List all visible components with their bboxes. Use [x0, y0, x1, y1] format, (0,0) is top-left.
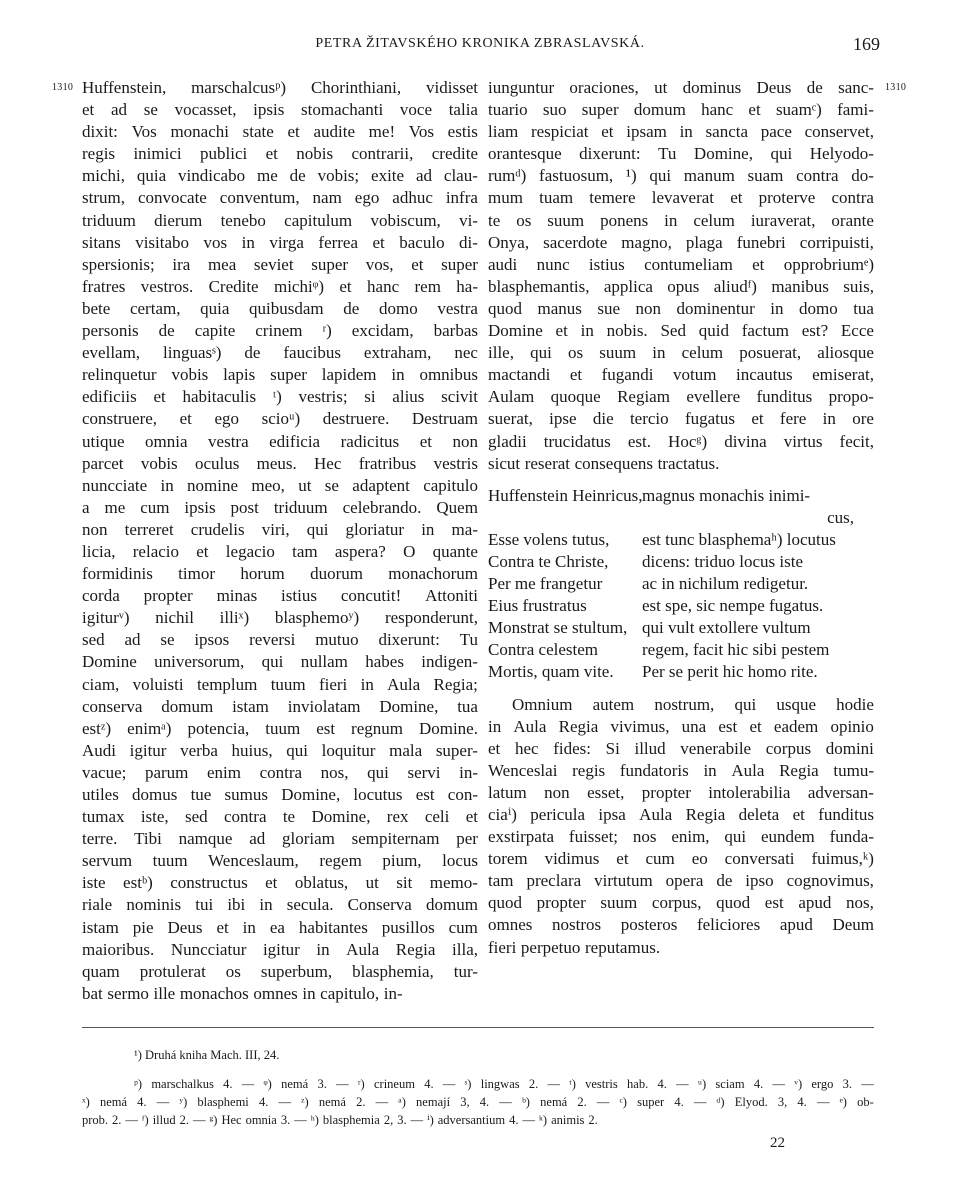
text-line: rumᵈ) fastuosum, ¹) qui manum suam contra do- [488, 166, 874, 186]
text-line: corda propter minas istius concutit! Attoniti [82, 586, 478, 606]
verse-first-half: Contra celestem [488, 640, 598, 660]
verse-line [488, 595, 874, 617]
verse-second-half: ac in nichilum redigetur. [642, 574, 809, 594]
right-margin-year: 1310 [885, 82, 907, 93]
text-line: maioribus. Nuncciatur igitur in Aula Regia illa, [82, 939, 478, 959]
verse-second-half: est tunc blasphemaʰ) locutus [642, 529, 836, 549]
text-line: spersionis; ira mea seviet super vos, et super [82, 254, 478, 274]
verse-second-half: qui vult extollere vultum [642, 618, 811, 638]
verse-second-half: dicens: triduo locus iste [642, 551, 804, 571]
text-line: edificiis et habitaculis ᵗ) vestris; si alius scivit [82, 387, 478, 407]
verse-first-half: Esse volens tutus, [488, 529, 610, 549]
signature-mark: 22 [770, 1135, 785, 1151]
running-header [80, 30, 880, 60]
footnote-line: ᵖ) marschalkus 4. — ᵠ) nemá 3. — ʳ) crineum 4. — ˢ) lingwas 2. — ᵗ) vestris hab. 4. — ᵘ) sciam 4. — ᵛ) ergo 3. — [134, 1077, 874, 1091]
text-line: exstirpata fuisset; nos enim, qui eundem funda- [488, 827, 874, 847]
text-line: sed ad se ipsos reversi mutuo dixerunt: Tu [82, 630, 478, 650]
text-line: servum tuum Wenceslaum, regem pium, locus [82, 851, 478, 871]
text-line: michi, quia vindicabo me de vobis; exite ad clau- [82, 166, 478, 186]
text-line: quod manus sue non dominentur in domo tua [488, 298, 874, 318]
text-line: licia, relacio et legacio tam aspera? O quante [82, 541, 478, 561]
text-line: formidinis timor horum duorum monachorum [82, 564, 478, 584]
text-line: utique omnia vestra edificia radicitus et non [82, 431, 478, 451]
text-line: terre. Tibi namque ad gloriam sempiternam per [82, 829, 478, 849]
verse-first-half: Mortis, quam vite. [488, 662, 614, 682]
verse-second-half: regem, facit hic sibi pestem [642, 640, 830, 660]
text-line: Onya, sacerdote magno, plaga funebri corripuisti, [488, 232, 874, 252]
text-line: Aulam quoque Regiam evellere funditus propo- [488, 387, 874, 407]
text-line: liam respiciat et ipsam in sancta pace conservet, [488, 122, 874, 142]
text-line: te os suum ponens in celum iuraverat, orante [488, 210, 874, 230]
text-line: ille, qui os suum in celum posuerat, aliosque [488, 343, 874, 363]
text-line: Domine universorum, qui nullam habes indigen- [82, 652, 478, 672]
text-line: conserva domum istam inviolatam Domine, tua [82, 696, 478, 716]
text-line: fratres vestros. Credite michiᵠ) et hanc rem ha- [82, 276, 478, 296]
verse-first-half: Huffenstein Heinricus, [488, 485, 643, 505]
verse-line [488, 573, 874, 595]
verse-line [488, 639, 874, 661]
verse-second-half: est spe, sic nempe fugatus. [642, 596, 824, 616]
text-line: regis inimici publici et nobis contrarii, credite [82, 144, 478, 164]
verse-first-half: Per me frangetur [488, 574, 603, 594]
text-line: Wenceslai regis fundatoris in Aula Regia tumu- [488, 760, 874, 780]
verse-first-half: Monstrat se stultum, [488, 618, 628, 638]
text-line: audi nunc istius contumeliam et opprobriumᵉ) [488, 254, 874, 274]
paragraph-orationes [488, 77, 874, 475]
running-title: PETRA ŽITAVSKÉHO KRONIKA ZBRASLAVSKÁ. [315, 36, 645, 51]
paragraph-omnium [488, 694, 874, 959]
verse-second-half: magnus monachis inimi- [642, 485, 811, 505]
text-line: bat sermo ille monachos omnes in capitulo, in- [82, 983, 403, 1003]
text-line: a me cum ipsis post triduum celebrando. Quem [82, 497, 478, 517]
text-line: Audi igitur verba huius, qui loquitur mala super- [82, 740, 478, 760]
verse-first-half: Contra te Christe, [488, 551, 609, 571]
text-line: mum tuam temere levaverat et proterve contra [488, 188, 874, 208]
text-line: iunguntur oraciones, ut dominus Deus de sanc- [488, 78, 874, 97]
text-line: dixit: Vos monachi state et audite me! Vos estis [82, 122, 478, 142]
text-line: construere, et ego scioᵘ) destruere. Destruam [82, 409, 478, 429]
text-line: vacue; parum enim contra nos, qui servi in- [82, 762, 478, 782]
text-line: bete certam, quia quibusdam de domo vestra [82, 298, 478, 318]
text-line: parcet vobis oculus meus. Hec fratribus vestris [82, 453, 478, 473]
text-line: iste estᵇ) constructus et oblatus, ut sit memo- [82, 873, 478, 893]
text-line: triduum dierum tenebo capitulum vobiscum, vi- [82, 210, 478, 230]
footnote-line: ˣ) nemá 4. — ʸ) blasphemi 4. — ᶻ) nemá 2. — ᵃ) nemají 3, 4. — ᵇ) nemá 2. — ᶜ) super 4. — ᵈ) Elyod. 3, 4. — ᵉ) ob- [82, 1095, 874, 1109]
text-line: tam preclara virtutum opera de ipso cognovimus, [488, 871, 874, 891]
left-text-column [82, 77, 478, 1005]
right-text-column [488, 77, 874, 959]
text-line: et ad se vocasset, ipsis stomachanti voce talia [82, 100, 478, 120]
verse-line: cus, [827, 507, 854, 527]
text-line: evellam, linguasˢ) de faucibus extraham, nec [82, 343, 478, 363]
text-line: et hec fides: Si illud venerabile corpus domini [488, 738, 874, 758]
text-line: torem vidimus et cum eo conversati fuimus,ᵏ) [488, 849, 874, 869]
text-line: utiles domus tue sumus Domine, locutus est con- [82, 785, 478, 804]
text-line: relinquetur vobis lapis super lapidem in omnibus [82, 365, 478, 385]
text-line: gladii trucidatus est. Hocᵍ) divina virtus fecit, [488, 431, 874, 451]
verse-block [488, 485, 874, 684]
text-line: quam protulerat os superbum, blasphemia, tur- [82, 961, 478, 981]
text-line: non terreret crudelis viri, qui gloriatur in ma- [82, 519, 478, 539]
footnote-separator [82, 1027, 874, 1028]
text-line: riale nominis tui ibi in secula. Conserva domum [82, 895, 478, 915]
text-line: estᶻ) enimᵃ) potencia, tuum est regnum Domine. [82, 718, 478, 738]
text-line: quod propter suum corpus, quod est apud nos, [488, 893, 874, 913]
text-line: omnes nostros posteros feliciores apud Deum [488, 915, 874, 935]
page-number: 169 [853, 34, 880, 54]
verse-line [488, 617, 874, 639]
text-line: blasphemantis, applica opus aliudᶠ) manibus suis, [488, 276, 874, 296]
footnote-variants [82, 1075, 874, 1129]
text-line: in Aula Regia vivimus, una est et eadem opinio [488, 716, 874, 736]
text-line: personis de capite crinem ʳ) excidam, barbas [82, 321, 478, 341]
text-line: mactandi et fugandi votum incautus emiserat, [488, 365, 874, 385]
footnote-line: prob. 2. — ᶠ) illud 2. — ᵍ) Hec omnia 3. — ʰ) blasphemia 2, 3. — ⁱ) adversantium 4. — ᵏ) animis 2. [82, 1113, 598, 1127]
verse-line [488, 529, 874, 551]
text-line: latum non esset, propter intolerabilia adversan- [488, 782, 874, 802]
left-margin-year: 1310 [52, 82, 74, 93]
verse-line [488, 485, 874, 507]
verse-first-half: Eius frustratus [488, 596, 587, 616]
text-line: igiturᵛ) nichil illiˣ) blasphemoʸ) responderunt, [82, 608, 478, 628]
text-line: istam pie Deus et in ea habitantes pusillos cum [82, 917, 478, 937]
text-line: tuario suo super domum hanc et suamᶜ) fami- [488, 100, 874, 120]
text-line: orantesque dixerunt: Tu Domine, qui Helyodo- [488, 144, 874, 164]
text-line: Omnium autem nostrum, qui usque hodie [512, 694, 874, 714]
text-line: strum, convocate conventum, nam ego adhuc infra [82, 188, 478, 208]
footnote-source: ¹) Druhá kniha Mach. III, 24. [134, 1048, 280, 1062]
text-line: suerat, ipse die tercio fugatus et fere in ore [488, 409, 874, 429]
text-line: sicut reserat consequens tractatus. [488, 453, 720, 473]
text-line: ciam, voluisti templum tuum fieri in Aula Regia; [82, 674, 478, 694]
text-line: ciaⁱ) pericula ipsa Aula Regia deleta et funditus [488, 805, 874, 824]
text-line: nuncciate in nomine meo, ut se adaptent capitulo [82, 475, 478, 495]
verse-line [488, 661, 874, 683]
text-line: sitans visitabo vos in virga ferrea et baculo di- [82, 232, 478, 252]
verse-second-half: Per se perit hic homo rite. [642, 662, 818, 682]
text-line: Domine et in nobis. Sed quid factum est? Ecce [488, 321, 874, 341]
text-line: Huffenstein, marschalcusᵖ) Chorinthiani, vidisset [82, 78, 478, 97]
text-line: fieri perpetuo reputamus. [488, 937, 661, 957]
verse-line [488, 551, 874, 573]
text-line: tumax iste, sed contra te Domine, rex celi et [82, 807, 478, 827]
